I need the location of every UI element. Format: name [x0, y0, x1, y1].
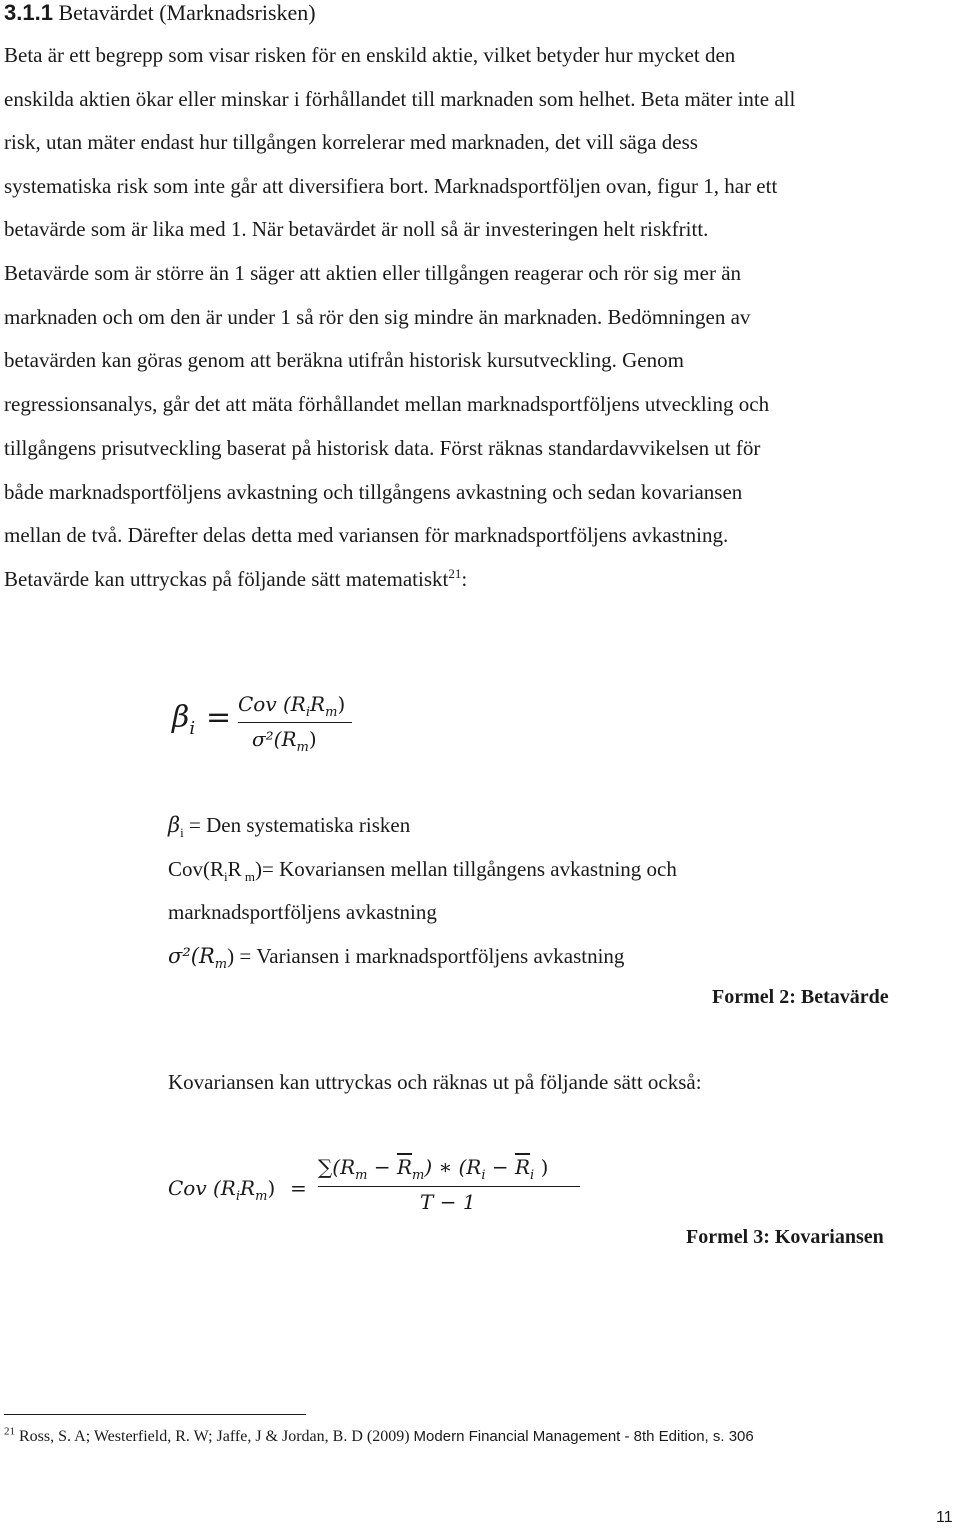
formula-caption-beta: Formel 2: Betavärde: [712, 986, 889, 1008]
footnote-reference[interactable]: 21: [448, 566, 462, 581]
formula-cov-denominator: T − 1: [420, 1190, 476, 1214]
definition-variance: $\sigma^2(R_m)$ = Variansen i marknadsportföljens avkastning: [168, 944, 625, 973]
formula-cov-numerator: $\sum(R_m - \overline{R}_m)$ ∗ ($R_i - \overline{R}_i$ ): [318, 1155, 549, 1183]
paragraph-last-line: Betavärde kan uttryckas på följande sätt matematiskt$^{21}$:: [4, 566, 468, 591]
covariance-intro: Kovariansen kan uttryckas och räknas ut på följande sätt också:: [168, 1070, 702, 1094]
paragraph-line: marknaden och om den är under 1 så rör den sig mindre än marknaden. Bedömningen av: [4, 305, 751, 329]
page-number: 11: [936, 1509, 953, 1526]
definition-covariance-cont: marknadsportföljens avkastning: [168, 900, 437, 924]
definition-covariance: $Cov(R_iR$ $_m$)= Kovariansen mellan tillgångens avkastning och: [168, 857, 677, 885]
paragraph-line: enskilda aktien ökar eller minskar i förhållandet till marknaden som helhet. Beta mäter inte all: [4, 87, 796, 111]
section-heading: [4, 0, 316, 26]
paragraph-line: systematiska risk som inte går att diversifiera bort. Marknadsportföljen ovan, figur 1, har ett: [4, 174, 778, 198]
paragraph-line: Betavärde som är större än 1 säger att aktien eller tillgången reagerar och rör sig mer än: [4, 261, 742, 285]
paragraph-line: mellan de två. Därefter delas detta med variansen för marknadsportföljens avkastning.: [4, 523, 729, 547]
paragraph-line: betavärde som är lika med 1. När betavärdet är noll så är investeringen helt riskfritt.: [4, 217, 709, 241]
section-title: Betavärdet (Marknadsrisken): [58, 0, 316, 25]
paragraph-line: Beta är ett begrepp som visar risken för en enskild aktie, vilket betyder hur mycket den: [4, 43, 736, 67]
footnote: $^{21}$ Ross, S. A; Westerfield, R. W; Jaffe, J & Jordan, B. D (2009) Modern Financial Management - 8th Edition, s. 306: [4, 1425, 754, 1445]
paragraph-line: regressionsanalys, går det att mäta förhållandet mellan marknadsportföljens utveckling och: [4, 392, 770, 416]
paragraph-line: både marknadsportföljens avkastning och tillgångens avkastning och sedan kovariansen: [4, 480, 743, 504]
footnote-marker: 21: [4, 1425, 15, 1438]
paragraph-line: betavärden kan göras genom att beräkna utifrån historisk kursutveckling. Genom: [4, 348, 684, 372]
formula-beta-lhs: $\beta_i$: [172, 700, 196, 739]
paragraph-line: risk, utan mäter endast hur tillgången korrelerar med marknaden, det vill säga dess: [4, 130, 698, 154]
section-number: 3.1.1: [4, 0, 53, 25]
formula-cov-fraction-bar: [318, 1186, 580, 1187]
formula-caption-covariance: Formel 3: Kovariansen: [686, 1226, 884, 1248]
formula-beta-numerator: Cov $(R_iR_m)$: [238, 692, 346, 720]
formula-cov-lhs: Cov $(R_iR_m)$: [168, 1176, 276, 1204]
formula-beta-denominator: $\sigma^2(R_m)$: [252, 727, 317, 755]
formula-beta-fraction-bar: [238, 722, 352, 723]
paragraph-line: tillgångens prisutveckling baserat på historisk data. Först räknas standardavvikelsen ut för: [4, 436, 761, 460]
formula-cov-equals: =: [290, 1176, 307, 1200]
formula-beta-equals: =: [206, 700, 232, 735]
definition-beta: $\beta_i$ = Den systematiska risken: [168, 813, 411, 841]
footnote-separator: [4, 1414, 306, 1415]
